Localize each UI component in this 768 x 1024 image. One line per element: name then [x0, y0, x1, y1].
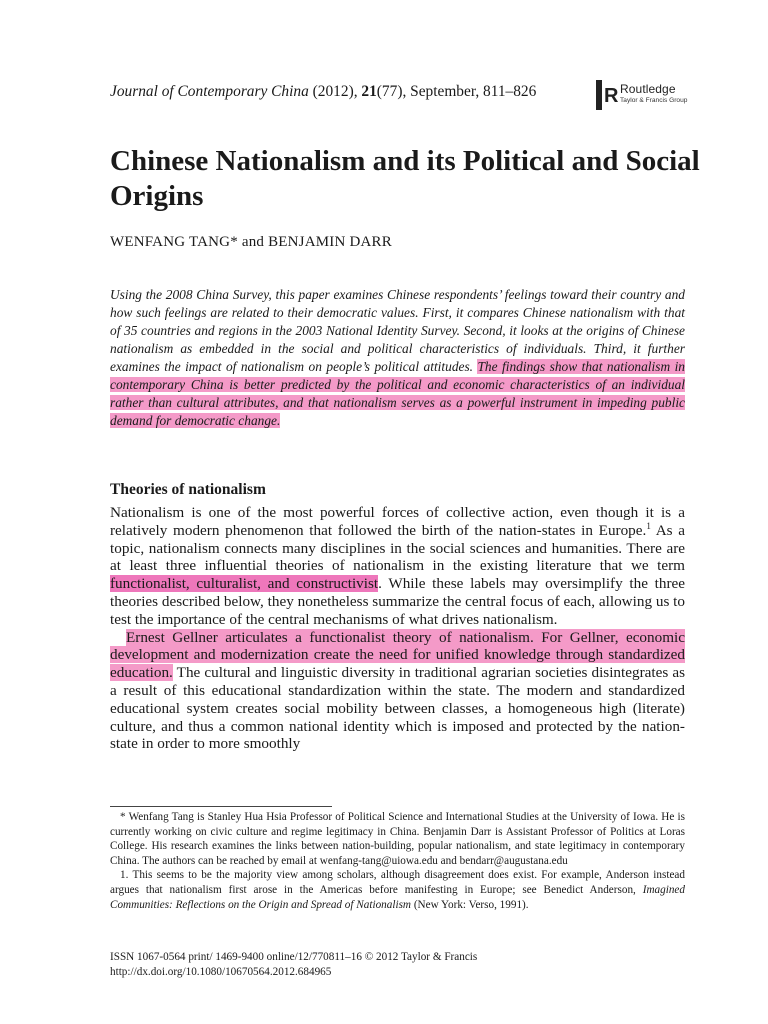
abstract-text: Using the 2008 China Survey, this paper examines Chinese respondents’ feelings toward their country and how such feelings are related to their democratic values. First, it compares Chinese nationalism with that of 35 countries and regions in the 2003 National Identity Survey. Second, it looks at the origins of Chinese nationalism as embedded in the social and political characteristics of individuals. Third, it further examines the impact of nationalism on people’s political attitudes.	[110, 287, 685, 374]
p2-highlight: Ernest Gellner articulates a functionalist theory of nationalism. For Gellner, economic development and modernization create the need for unified knowledge through standardized education.	[110, 628, 685, 682]
doi-link[interactable]: http://dx.doi.org/10.1080/10670564.2012.684965	[110, 965, 332, 978]
abstract	[110, 286, 685, 430]
p1-highlight: functionalist, culturalist, and constructivist	[110, 575, 379, 593]
journal-volume: 21	[361, 83, 377, 100]
footnote-1-text-b: (New York: Verso, 1991).	[411, 898, 529, 911]
publisher-name: Routledge	[620, 82, 676, 96]
publication-footer	[110, 950, 685, 979]
routledge-logo-icon	[596, 80, 618, 110]
journal-year: (2012),	[312, 83, 358, 100]
p2-text: The cultural and linguistic diversity in traditional agrarian societies disintegrates as a result of this educational standardization within the state. The modern and standardized educational system creates social mobility between classes, a homogeneous high (literate) culture, and thus a common national identity which is imposed and protected by the nation-state in order to more smoothly	[110, 664, 685, 753]
publisher-logo	[596, 80, 706, 110]
article-authors: WENFANG TANG* and BENJAMIN DARR	[110, 234, 392, 250]
footnotes	[110, 810, 685, 912]
footnote-divider	[110, 806, 332, 807]
logo-mark-letter: R	[604, 85, 618, 107]
footnote-1	[110, 868, 685, 912]
journal-name: Journal of Contemporary China	[110, 83, 309, 100]
publisher-group: Taylor & Francis Group	[620, 97, 688, 104]
author-footnote: * Wenfang Tang is Stanley Hua Hsia Professor of Political Science and International Studies at the University of Iowa. He is currently working on civic culture and regime legitimacy in China. Benjamin Darr is Assistant Professor of Politics at Loras College. His research examines the links between nation-building, popular nationalism, and state legitimacy in contemporary China. The authors can be reached by email at wenfang-tang@uiowa.edu and bendarr@augustana.edu	[110, 811, 685, 867]
journal-issue-pages: (77), September, 811–826	[376, 83, 537, 100]
issn-line: ISSN 1067-0564 print/ 1469-9400 online/12/770811–16 © 2012 Taylor & Francis	[110, 951, 478, 963]
paragraph-1	[110, 504, 685, 629]
journal-citation	[110, 82, 590, 102]
article-title: Chinese Nationalism and its Political and Social Origins	[110, 145, 700, 212]
footnote-ref-1[interactable]: 1	[646, 520, 651, 531]
footnote-1-text-a: 1. This seems to be the majority view among scholars, although disagreement does exist. For example, Anderson instead argues that nationalism first arose in the Americas before manifesting in Europe; see Benedict Anderson,	[110, 869, 685, 896]
body-text	[110, 504, 685, 753]
p1-text-a: Nationalism is one of the most powerful forces of collective action, even though it is a relatively modern phenomenon that followed the birth of the nation-states in Europe.	[110, 504, 685, 539]
footnote-1-book-title: Imagined Communities: Reflections on the Origin and Spread of Nationalism	[110, 883, 685, 911]
p1-text-c: . While these labels may oversimplify the three theories described below, they nonetheless summarize the central focus of each, allowing us to test the importance of the central mechanisms of what drives nationalism.	[110, 575, 686, 628]
section-heading: Theories of nationalism	[110, 481, 266, 498]
abstract-highlight: The findings show that nationalism in contemporary China is better predicted by the political and economic characteristics of an individual rather than cultural attributes, and that nationalism serves as a powerful instrument in impeding public demand for democratic change.	[110, 359, 686, 428]
p1-text-b: As a topic, nationalism connects many disciplines in the social sciences and humanities. There are at least three influential theories of nationalism in the existing literature that we term	[110, 521, 686, 575]
paragraph-2	[110, 629, 685, 754]
